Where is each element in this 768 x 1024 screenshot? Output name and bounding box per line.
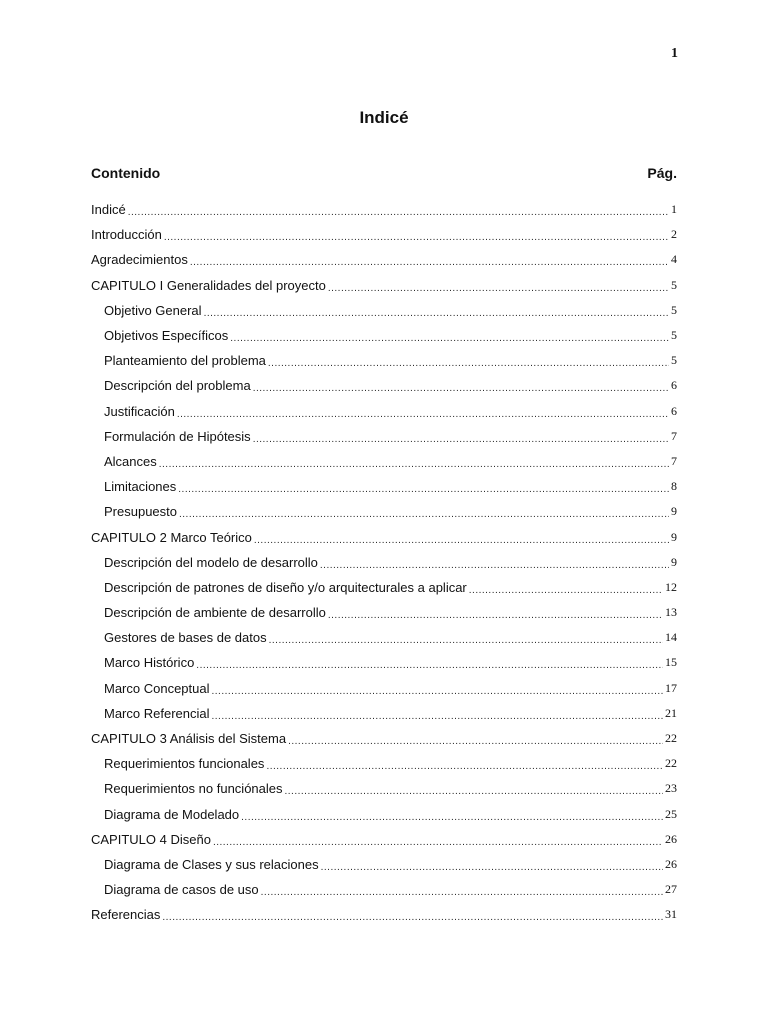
- page-number: 1: [671, 46, 678, 61]
- dot-leader: [320, 560, 669, 571]
- toc-entry[interactable]: [91, 726, 677, 751]
- toc-entry-page: 2: [671, 227, 677, 242]
- dot-leader: [212, 686, 664, 697]
- dot-leader: [269, 635, 663, 646]
- toc-entry-page: 7: [671, 453, 677, 468]
- toc-entry-title: Marco Referencial: [104, 705, 210, 721]
- toc-entry[interactable]: [91, 625, 677, 650]
- toc-entry-title: CAPITULO I Generalidades del proyecto: [91, 277, 326, 293]
- toc-entry[interactable]: [91, 902, 677, 927]
- toc-entry-page: 21: [665, 705, 677, 720]
- toc-entry[interactable]: [91, 650, 677, 675]
- dot-leader: [253, 383, 669, 394]
- toc-entry-page: 5: [671, 277, 677, 292]
- toc-entry[interactable]: [91, 676, 677, 701]
- dot-leader: [261, 887, 663, 898]
- toc-entry-title: Diagrama de Clases y sus relaciones: [104, 856, 319, 872]
- toc-entry[interactable]: [91, 399, 677, 424]
- toc-entry[interactable]: [91, 524, 677, 549]
- dot-leader: [230, 333, 669, 344]
- toc-entry[interactable]: [91, 600, 677, 625]
- toc-entry-title: Descripción de patrones de diseño y/o arquitecturales a aplicar: [104, 579, 467, 595]
- page-title: Indicé: [359, 108, 409, 127]
- toc-entry-page: 23: [665, 781, 677, 796]
- dot-leader: [253, 434, 669, 445]
- toc-entry-page: 22: [665, 756, 677, 771]
- toc-entry-title: Justificación: [104, 403, 175, 419]
- dot-leader: [213, 837, 663, 848]
- toc-entry-title: Introducción: [91, 227, 162, 243]
- dot-leader: [177, 409, 669, 420]
- toc-entry-title: CAPITULO 2 Marco Teórico: [91, 529, 252, 545]
- toc-entry[interactable]: [91, 802, 677, 827]
- dot-leader: [328, 283, 669, 294]
- toc-entry-page: 9: [671, 554, 677, 569]
- toc-entry-page: 25: [665, 806, 677, 821]
- toc-entry[interactable]: [91, 701, 677, 726]
- toc-entry-title: CAPITULO 3 Análisis del Sistema: [91, 731, 287, 747]
- dot-leader: [266, 761, 663, 772]
- toc-entry-title: Objetivo General: [104, 302, 202, 318]
- toc-entry-page: 9: [671, 504, 677, 519]
- toc-entry[interactable]: [91, 751, 677, 776]
- toc-entry[interactable]: [91, 197, 677, 222]
- dot-leader: [164, 232, 669, 243]
- toc-entry-page: 8: [671, 479, 677, 494]
- toc-header: [91, 165, 677, 181]
- toc-entry-title: Descripción de ambiente de desarrollo: [104, 605, 326, 621]
- toc-entry-title: Planteamiento del problema: [104, 353, 266, 369]
- dot-leader: [285, 786, 664, 797]
- toc-entry[interactable]: [91, 273, 677, 298]
- toc-entry-title: Diagrama de casos de uso: [104, 882, 259, 898]
- toc-entry-page: 17: [665, 680, 677, 695]
- toc-entry-title: Agradecimientos: [91, 252, 188, 268]
- toc-entry-title: Gestores de bases de datos: [104, 630, 267, 646]
- dot-leader: [469, 585, 663, 596]
- toc-entry-title: Requerimientos funcionales: [104, 756, 265, 772]
- dot-leader: [212, 711, 664, 722]
- toc-entry[interactable]: [91, 348, 677, 373]
- toc-entry[interactable]: [91, 222, 677, 247]
- toc-entry[interactable]: [91, 776, 677, 801]
- dot-leader: [321, 862, 663, 873]
- toc-entry-page: 9: [671, 529, 677, 544]
- dot-leader: [128, 207, 669, 218]
- toc-entry-title: Descripción del modelo de desarrollo: [104, 554, 318, 570]
- toc-entry-title: Alcances: [104, 453, 157, 469]
- dot-leader: [254, 535, 669, 546]
- toc-entry-page: 22: [665, 731, 677, 746]
- toc-entry[interactable]: [91, 499, 677, 524]
- toc-entry-page: 26: [665, 856, 677, 871]
- toc-entry-page: 27: [665, 882, 677, 897]
- dot-leader: [179, 509, 669, 520]
- toc-entry-title: Requerimientos no funciónales: [104, 781, 283, 797]
- toc-entry-title: Marco Histórico: [104, 655, 195, 671]
- toc-entry[interactable]: [91, 877, 677, 902]
- toc-entry[interactable]: [91, 323, 677, 348]
- toc-header-pag: Pág.: [647, 165, 677, 181]
- dot-leader: [196, 660, 663, 671]
- toc-entry-page: 5: [671, 302, 677, 317]
- dot-leader: [288, 736, 663, 747]
- toc-entry-title: Limitaciones: [104, 479, 177, 495]
- toc-entry-page: 5: [671, 328, 677, 343]
- toc-entry[interactable]: [91, 852, 677, 877]
- toc-entry-page: 14: [665, 630, 677, 645]
- dot-leader: [162, 912, 663, 923]
- toc-entry-title: Formulación de Hipótesis: [104, 428, 251, 444]
- toc-entry-title: Marco Conceptual: [104, 680, 210, 696]
- toc-entry-page: 7: [671, 428, 677, 443]
- toc-entry-title: Descripción del problema: [104, 378, 251, 394]
- toc-entry-page: 12: [665, 579, 677, 594]
- toc-entry-page: 15: [665, 655, 677, 670]
- dot-leader: [204, 308, 669, 319]
- dot-leader: [328, 610, 663, 621]
- toc-entry-page: 6: [671, 403, 677, 418]
- toc-entry-page: 5: [671, 353, 677, 368]
- toc-entry-page: 1: [671, 202, 677, 217]
- toc-entry[interactable]: [91, 550, 677, 575]
- toc-entry[interactable]: [91, 298, 677, 323]
- toc-entry-page: 4: [671, 252, 677, 267]
- toc-entry-title: Presupuesto: [104, 504, 177, 520]
- toc-entry-title: Objetivos Específicos: [104, 328, 229, 344]
- toc-entry[interactable]: [91, 474, 677, 499]
- toc-header-contenido: Contenido: [91, 165, 161, 181]
- toc-entry[interactable]: [91, 424, 677, 449]
- dot-leader: [268, 358, 669, 369]
- toc-entry[interactable]: [91, 247, 677, 272]
- toc-entry-title: Diagrama de Modelado: [104, 806, 240, 822]
- dot-leader: [178, 484, 669, 495]
- toc-entry-page: 31: [665, 907, 677, 922]
- toc-entry[interactable]: [91, 827, 677, 852]
- toc-entry[interactable]: [91, 449, 677, 474]
- toc-entry-page: 13: [665, 605, 677, 620]
- toc-entry[interactable]: [91, 373, 677, 398]
- dot-leader: [159, 459, 669, 470]
- toc-entry[interactable]: [91, 575, 677, 600]
- table-of-contents: [91, 197, 677, 927]
- toc-entry-page: 26: [665, 831, 677, 846]
- toc-entry-title: Indicé: [91, 202, 126, 218]
- dot-leader: [241, 812, 663, 823]
- toc-entry-page: 6: [671, 378, 677, 393]
- dot-leader: [190, 257, 669, 268]
- toc-entry-title: Referencias: [91, 907, 161, 923]
- toc-entry-title: CAPITULO 4 Diseño: [91, 831, 211, 847]
